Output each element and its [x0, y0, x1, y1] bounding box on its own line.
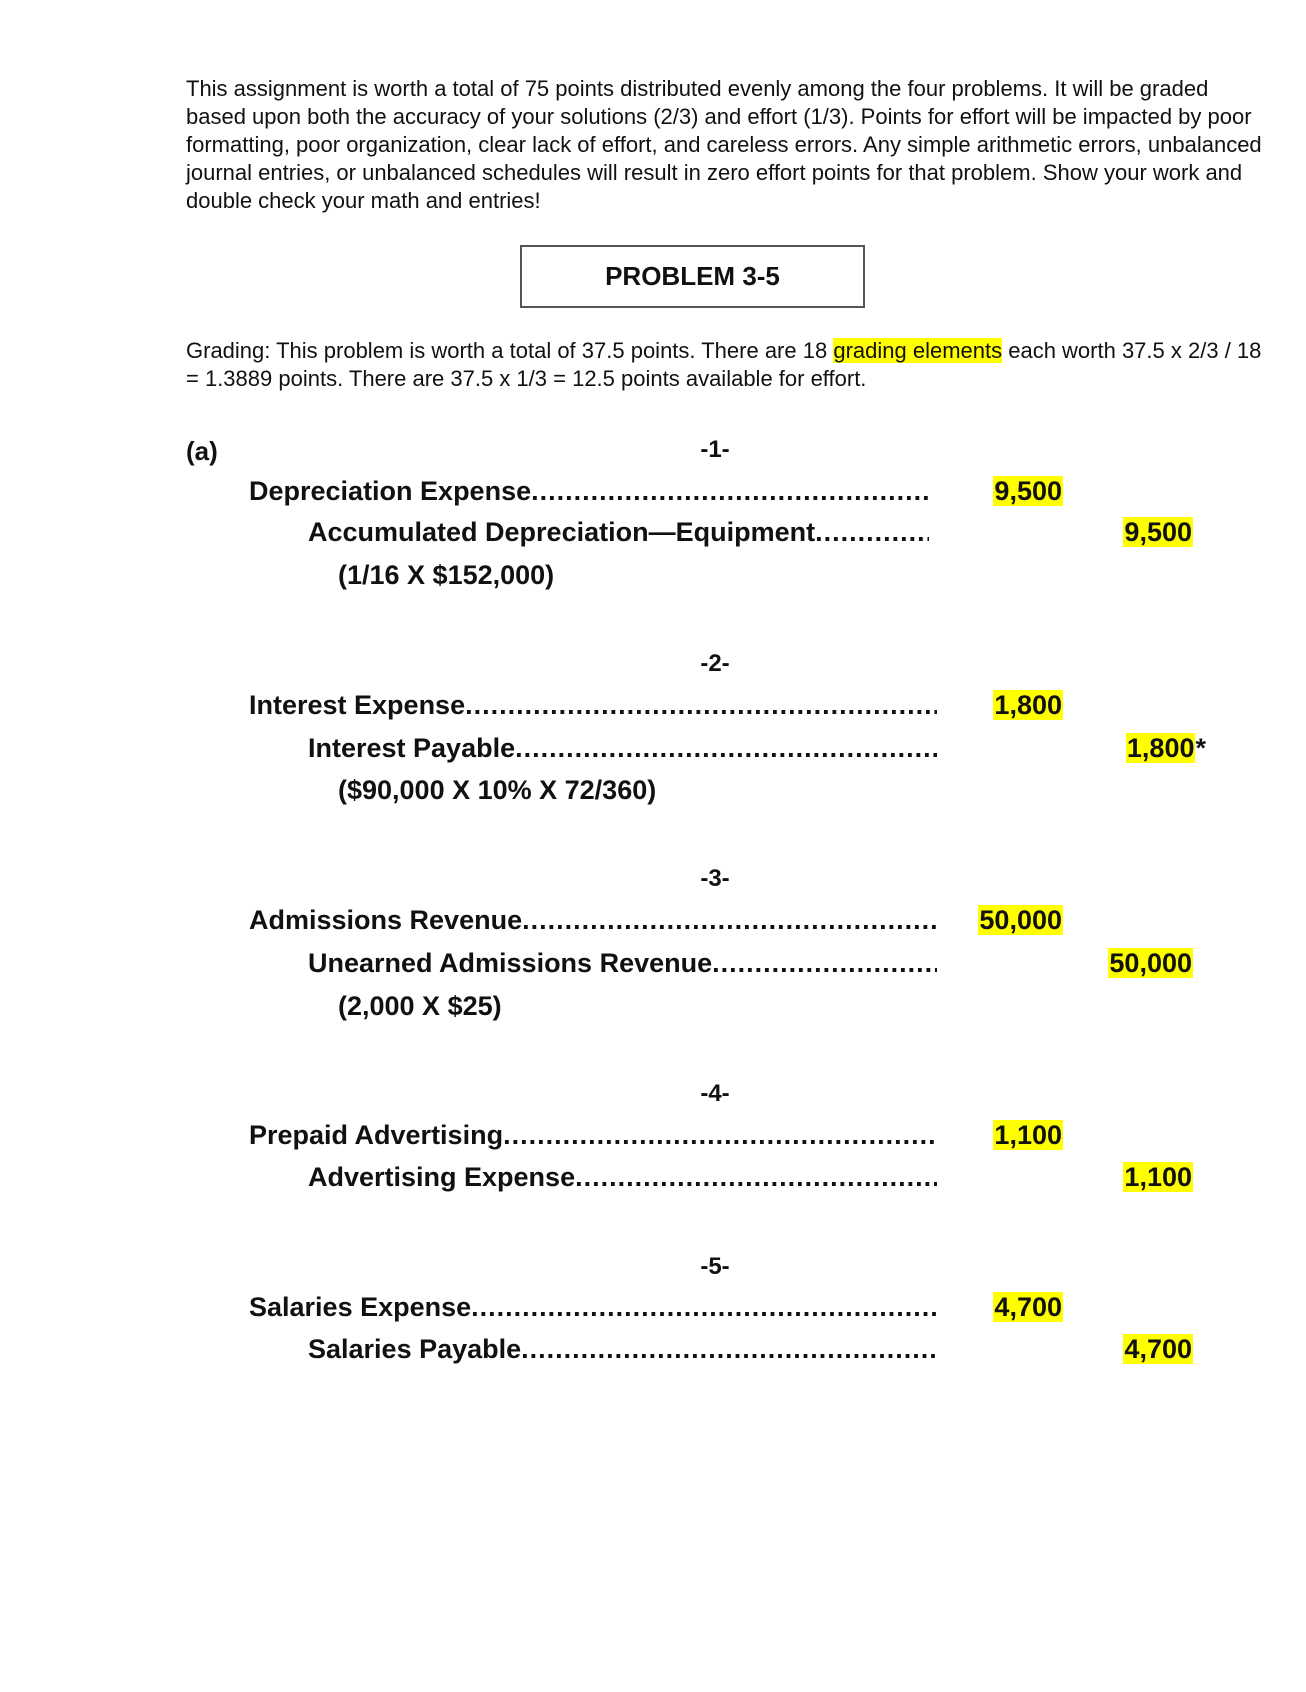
- credit-account-line: [308, 946, 937, 980]
- entry-number: -2-: [700, 650, 730, 677]
- debit-amount: 1,800: [994, 690, 1062, 720]
- debit-account-line: [249, 1118, 937, 1152]
- entry-number: -4-: [700, 1080, 730, 1107]
- credit-amount: 4,700: [1124, 1334, 1192, 1364]
- leader-dots: [521, 1332, 937, 1366]
- problem-title: PROBLEM 3-5: [520, 245, 865, 308]
- leader-dots: [712, 946, 937, 980]
- leader-dots: [465, 688, 937, 722]
- debit-account-line: [249, 1290, 937, 1324]
- grading-note: [186, 337, 1266, 393]
- debit-amount: 1,100: [994, 1120, 1062, 1150]
- debit-account-line: [249, 903, 937, 937]
- credit-account: Advertising Expense: [308, 1162, 576, 1192]
- credit-amount: 1,800*: [1126, 733, 1206, 763]
- debit-account: Salaries Expense: [249, 1292, 472, 1322]
- credit-account-line: [308, 731, 937, 765]
- debit-account: Admissions Revenue: [249, 905, 523, 935]
- entry-number: -1-: [700, 436, 730, 463]
- entry-number: -5-: [700, 1253, 730, 1280]
- entry-explanation: (2,000 X $25): [338, 991, 502, 1021]
- grading-note-text: Grading: This problem is worth a total of 37.5 points. There are 18: [186, 338, 834, 363]
- debit-amount: 4,700: [994, 1292, 1062, 1322]
- credit-account: Interest Payable: [308, 733, 516, 763]
- debit-account-line: [249, 688, 937, 722]
- debit-amount: 9,500: [994, 476, 1062, 506]
- leader-dots: [515, 731, 937, 765]
- leader-dots: [503, 1118, 937, 1152]
- credit-amount: 50,000: [1109, 948, 1192, 978]
- leader-dots: [815, 515, 929, 549]
- debit-account-line: [249, 474, 929, 508]
- debit-amount: 50,000: [979, 905, 1062, 935]
- credit-account: Accumulated Depreciation—Equipment: [308, 517, 816, 547]
- credit-account-line: [308, 515, 929, 549]
- assignment-instructions: This assignment is worth a total of 75 points distributed evenly among the four problems. It will be graded based upon both the accuracy of your solutions (2/3) and effort (1/3). Points for effort will be impacted by poor formatting, poor organization, clear lack of effort, and careless errors. Any simple arithmetic errors, unbalanced journal entries, or unbalanced schedules will result in zero effort points for that problem. Show your work and double check your math and entries!: [186, 76, 1262, 213]
- debit-account: Interest Expense: [249, 690, 466, 720]
- credit-account: Salaries Payable: [308, 1334, 522, 1364]
- credit-amount: 9,500: [1124, 517, 1192, 547]
- grading-elements-highlight: grading elements: [833, 338, 1003, 363]
- debit-account: Depreciation Expense: [249, 476, 532, 506]
- part-label: (a): [186, 436, 218, 466]
- credit-account-line: [308, 1332, 937, 1366]
- credit-account: Unearned Admissions Revenue: [308, 948, 713, 978]
- grading-note-text-end: each worth 37.5 x 2/3 / 18 = 1.3889 points. There are 37.5 x 1/3 = 12.5 points available for effort.: [186, 338, 1262, 391]
- leader-dots: [522, 903, 937, 937]
- leader-dots: [531, 474, 929, 508]
- entry-explanation: ($90,000 X 10% X 72/360): [338, 775, 657, 805]
- credit-amount: 1,100: [1124, 1162, 1192, 1192]
- leader-dots: [575, 1160, 937, 1194]
- entry-number: -3-: [700, 865, 730, 892]
- entry-explanation: (1/16 X $152,000): [338, 560, 555, 590]
- leader-dots: [471, 1290, 937, 1324]
- debit-account: Prepaid Advertising: [249, 1120, 504, 1150]
- credit-account-line: [308, 1160, 937, 1194]
